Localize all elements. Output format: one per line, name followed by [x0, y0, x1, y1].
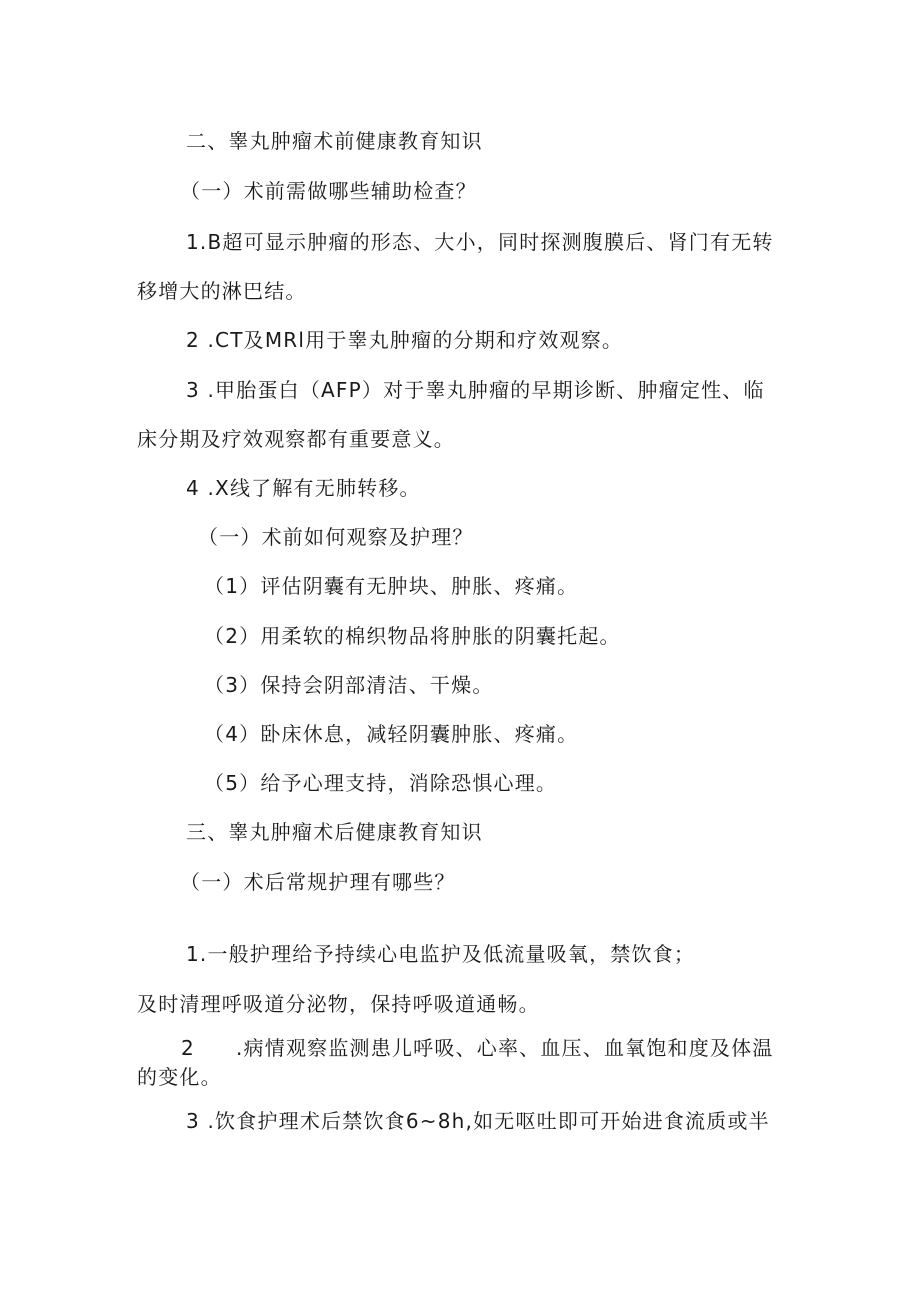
- list-item: （1）评估阴囊有无肿块、肿胀、疼痛。: [204, 574, 579, 598]
- subsection-heading: （一）术后常规护理有哪些？: [180, 870, 456, 894]
- paragraph-line: 的变化。: [137, 1065, 222, 1089]
- list-item: （3）保持会阴部清洁、干燥。: [204, 673, 494, 697]
- paragraph-line: 床分期及疗效观察都有重要意义。: [137, 427, 455, 451]
- list-item: （5）给予心理支持，消除恐惧心理。: [204, 771, 558, 795]
- paragraph-number: 2: [181, 1036, 195, 1060]
- paragraph-line: 1.一般护理给予持续心电监护及低流量吸氧，禁饮食；: [186, 942, 696, 966]
- paragraph-line: 2 .CT及MRl用于睾丸肿瘤的分期和疗效观察。: [186, 328, 624, 352]
- section-heading: 二、睾丸肿瘤术前健康教育知识: [186, 129, 483, 153]
- subsection-heading: （一）术前需做哪些辅助检查？: [180, 179, 477, 203]
- subsection-heading: （一）术前如何观察及护理？: [198, 525, 474, 549]
- paragraph-line: 3 .甲胎蛋白（AFP）对于睾丸肿瘤的早期诊断、肿瘤定性、临: [186, 378, 765, 402]
- paragraph-line: 1.B超可显示肿瘤的形态、大小，同时探测腹膜后、肾门有无转: [186, 230, 774, 254]
- section-heading: 三、睾丸肿瘤术后健康教育知识: [186, 820, 483, 844]
- paragraph-line: 3 .饮食护理术后禁饮食6~8h,如无呕吐即可开始进食流质或半: [186, 1109, 770, 1133]
- paragraph-line: .病情观察监测患儿呼吸、心率、血压、血氧饱和度及体温: [236, 1036, 774, 1060]
- paragraph-line: 4 .X线了解有无肺转移。: [186, 476, 421, 500]
- list-item: （4）卧床休息，减轻阴囊肿胀、疼痛。: [204, 722, 579, 746]
- paragraph-line: 移增大的淋巴结。: [137, 279, 307, 303]
- list-item: （2）用柔软的棉织物品将肿胀的阴囊托起。: [204, 624, 621, 648]
- paragraph-line: 及时清理呼吸道分泌物，保持呼吸道通畅。: [137, 992, 540, 1016]
